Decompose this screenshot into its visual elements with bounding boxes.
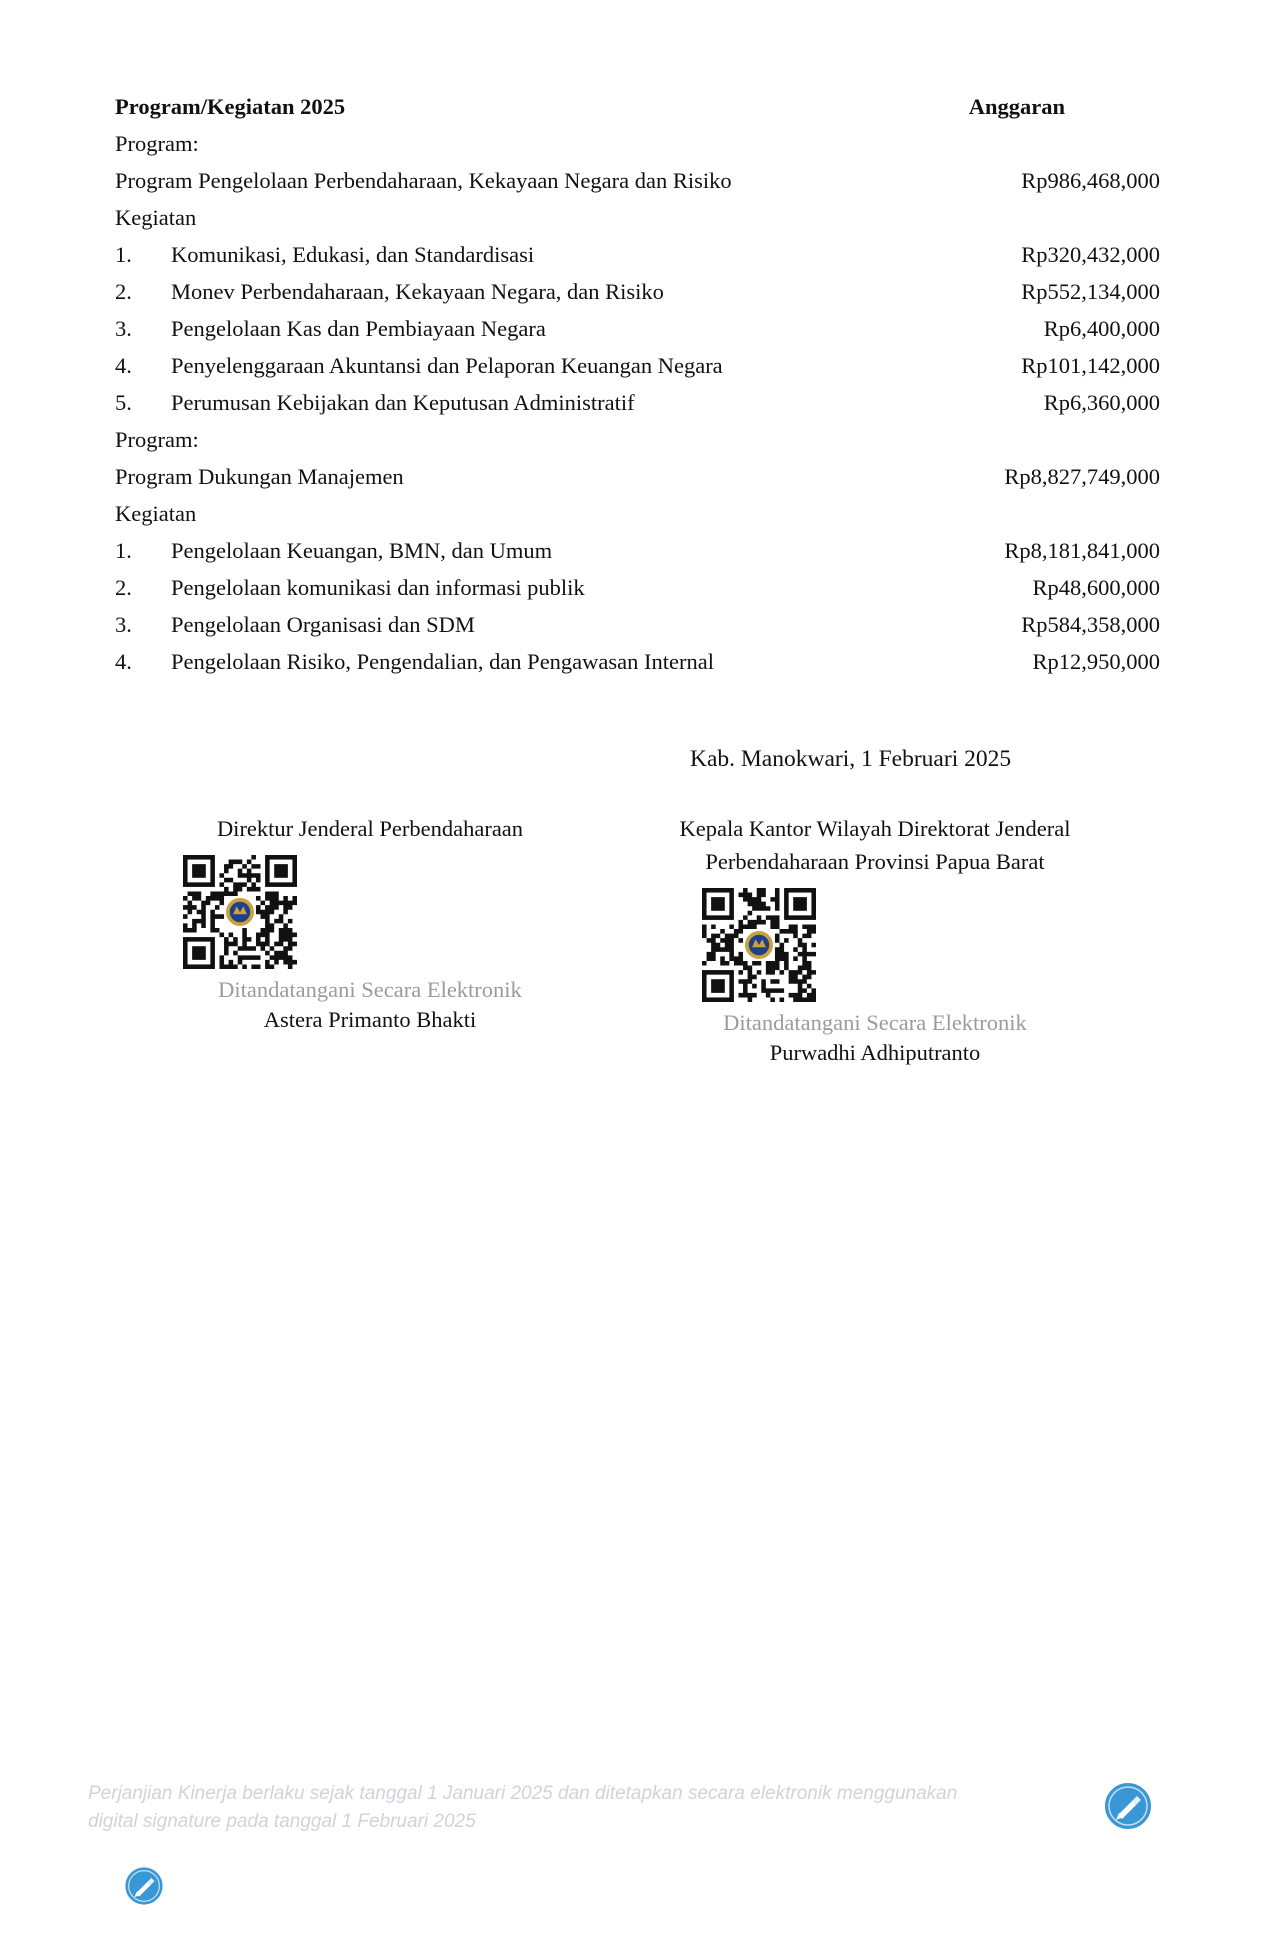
activity-number: 1. bbox=[115, 242, 132, 267]
activity-name: Perumusan Kebijakan dan Keputusan Administratif bbox=[171, 390, 635, 415]
esign-label: Ditandatangani Secara Elektronik bbox=[218, 977, 522, 1002]
activity-amount: Rp552,134,000 bbox=[1021, 279, 1160, 304]
activity-name: Monev Perbendaharaan, Kekayaan Negara, dan Risiko bbox=[171, 279, 664, 304]
place-date: Kab. Manokwari, 1 Februari 2025 bbox=[690, 746, 1012, 772]
footer-line: digital signature pada tanggal 1 Februari 2025 bbox=[88, 1811, 476, 1832]
activity-name: Komunikasi, Edukasi, dan Standardisasi bbox=[171, 242, 535, 267]
program-amount: Rp986,468,000 bbox=[1021, 168, 1160, 193]
signatory-title-line2: Perbendaharaan Provinsi Papua Barat bbox=[705, 849, 1045, 874]
activity-amount: Rp6,400,000 bbox=[1043, 316, 1160, 341]
activity-row bbox=[115, 569, 1160, 606]
activities-heading: Kegiatan bbox=[115, 501, 197, 526]
activity-number: 4. bbox=[115, 649, 132, 674]
activity-amount: Rp584,358,000 bbox=[1021, 612, 1160, 637]
activity-number: 2. bbox=[115, 575, 132, 600]
activity-name: Penyelenggaraan Akuntansi dan Pelaporan Keuangan Negara bbox=[171, 353, 723, 378]
activity-name: Pengelolaan Kas dan Pembiayaan Negara bbox=[171, 316, 546, 341]
program-row bbox=[115, 162, 1160, 199]
activity-row bbox=[115, 236, 1160, 273]
budget-table bbox=[115, 88, 1160, 680]
activity-amount: Rp48,600,000 bbox=[1032, 575, 1160, 600]
activity-amount: Rp6,360,000 bbox=[1043, 390, 1160, 415]
activity-row bbox=[115, 273, 1160, 310]
activity-number: 4. bbox=[115, 353, 132, 378]
signatory-title: Kepala Kantor Wilayah Direktorat Jenderal bbox=[679, 816, 1071, 841]
activity-name: Pengelolaan Keuangan, BMN, dan Umum bbox=[171, 538, 553, 563]
activity-name: Pengelolaan Risiko, Pengendalian, dan Pengawasan Internal bbox=[171, 649, 714, 674]
activity-row bbox=[115, 532, 1160, 569]
program-name: Program Dukungan Manajemen bbox=[115, 464, 404, 489]
digital-signature-badge-icon bbox=[1102, 1780, 1154, 1832]
qr-code-icon bbox=[183, 855, 297, 969]
activity-number: 5. bbox=[115, 390, 132, 415]
signatory-right bbox=[620, 812, 1130, 1068]
header-amount: Anggaran bbox=[968, 94, 1065, 119]
activity-name: Pengelolaan Organisasi dan SDM bbox=[171, 612, 475, 637]
activity-name: Pengelolaan komunikasi dan informasi publik bbox=[171, 575, 585, 600]
activity-amount: Rp101,142,000 bbox=[1021, 353, 1160, 378]
program-heading: Program: bbox=[115, 131, 199, 156]
signatory-name: Purwadhi Adhiputranto bbox=[769, 1040, 981, 1065]
header-program: Program/Kegiatan 2025 bbox=[115, 94, 346, 119]
program-heading: Program: bbox=[115, 427, 199, 452]
footer-line: Perjanjian Kinerja berlaku sejak tanggal 1 Januari 2025 dan ditetapkan secara elektronik menggunakan bbox=[88, 1783, 958, 1804]
activity-number: 2. bbox=[115, 279, 132, 304]
activity-row bbox=[115, 606, 1160, 643]
activity-amount: Rp12,950,000 bbox=[1032, 649, 1160, 674]
signatory-left bbox=[165, 812, 575, 1035]
activity-row bbox=[115, 347, 1160, 384]
activities-heading: Kegiatan bbox=[115, 205, 197, 230]
program-amount: Rp8,827,749,000 bbox=[1004, 464, 1160, 489]
activity-row bbox=[115, 643, 1160, 680]
activity-number: 1. bbox=[115, 538, 132, 563]
activity-number: 3. bbox=[115, 612, 132, 637]
signatory-title: Direktur Jenderal Perbendaharaan bbox=[216, 816, 524, 841]
activity-row bbox=[115, 310, 1160, 347]
activity-number: 3. bbox=[115, 316, 132, 341]
digital-signature-badge-icon bbox=[123, 1865, 165, 1907]
esign-label: Ditandatangani Secara Elektronik bbox=[723, 1010, 1027, 1035]
program-name: Program Pengelolaan Perbendaharaan, Kekayaan Negara dan Risiko bbox=[115, 168, 732, 193]
signatory-name: Astera Primanto Bhakti bbox=[263, 1007, 477, 1032]
activity-row bbox=[115, 384, 1160, 421]
activity-amount: Rp320,432,000 bbox=[1021, 242, 1160, 267]
qr-code-icon bbox=[702, 888, 816, 1002]
activity-amount: Rp8,181,841,000 bbox=[1004, 538, 1160, 563]
program-row bbox=[115, 458, 1160, 495]
footer-note bbox=[88, 1780, 1078, 1836]
table-header bbox=[115, 88, 1160, 125]
